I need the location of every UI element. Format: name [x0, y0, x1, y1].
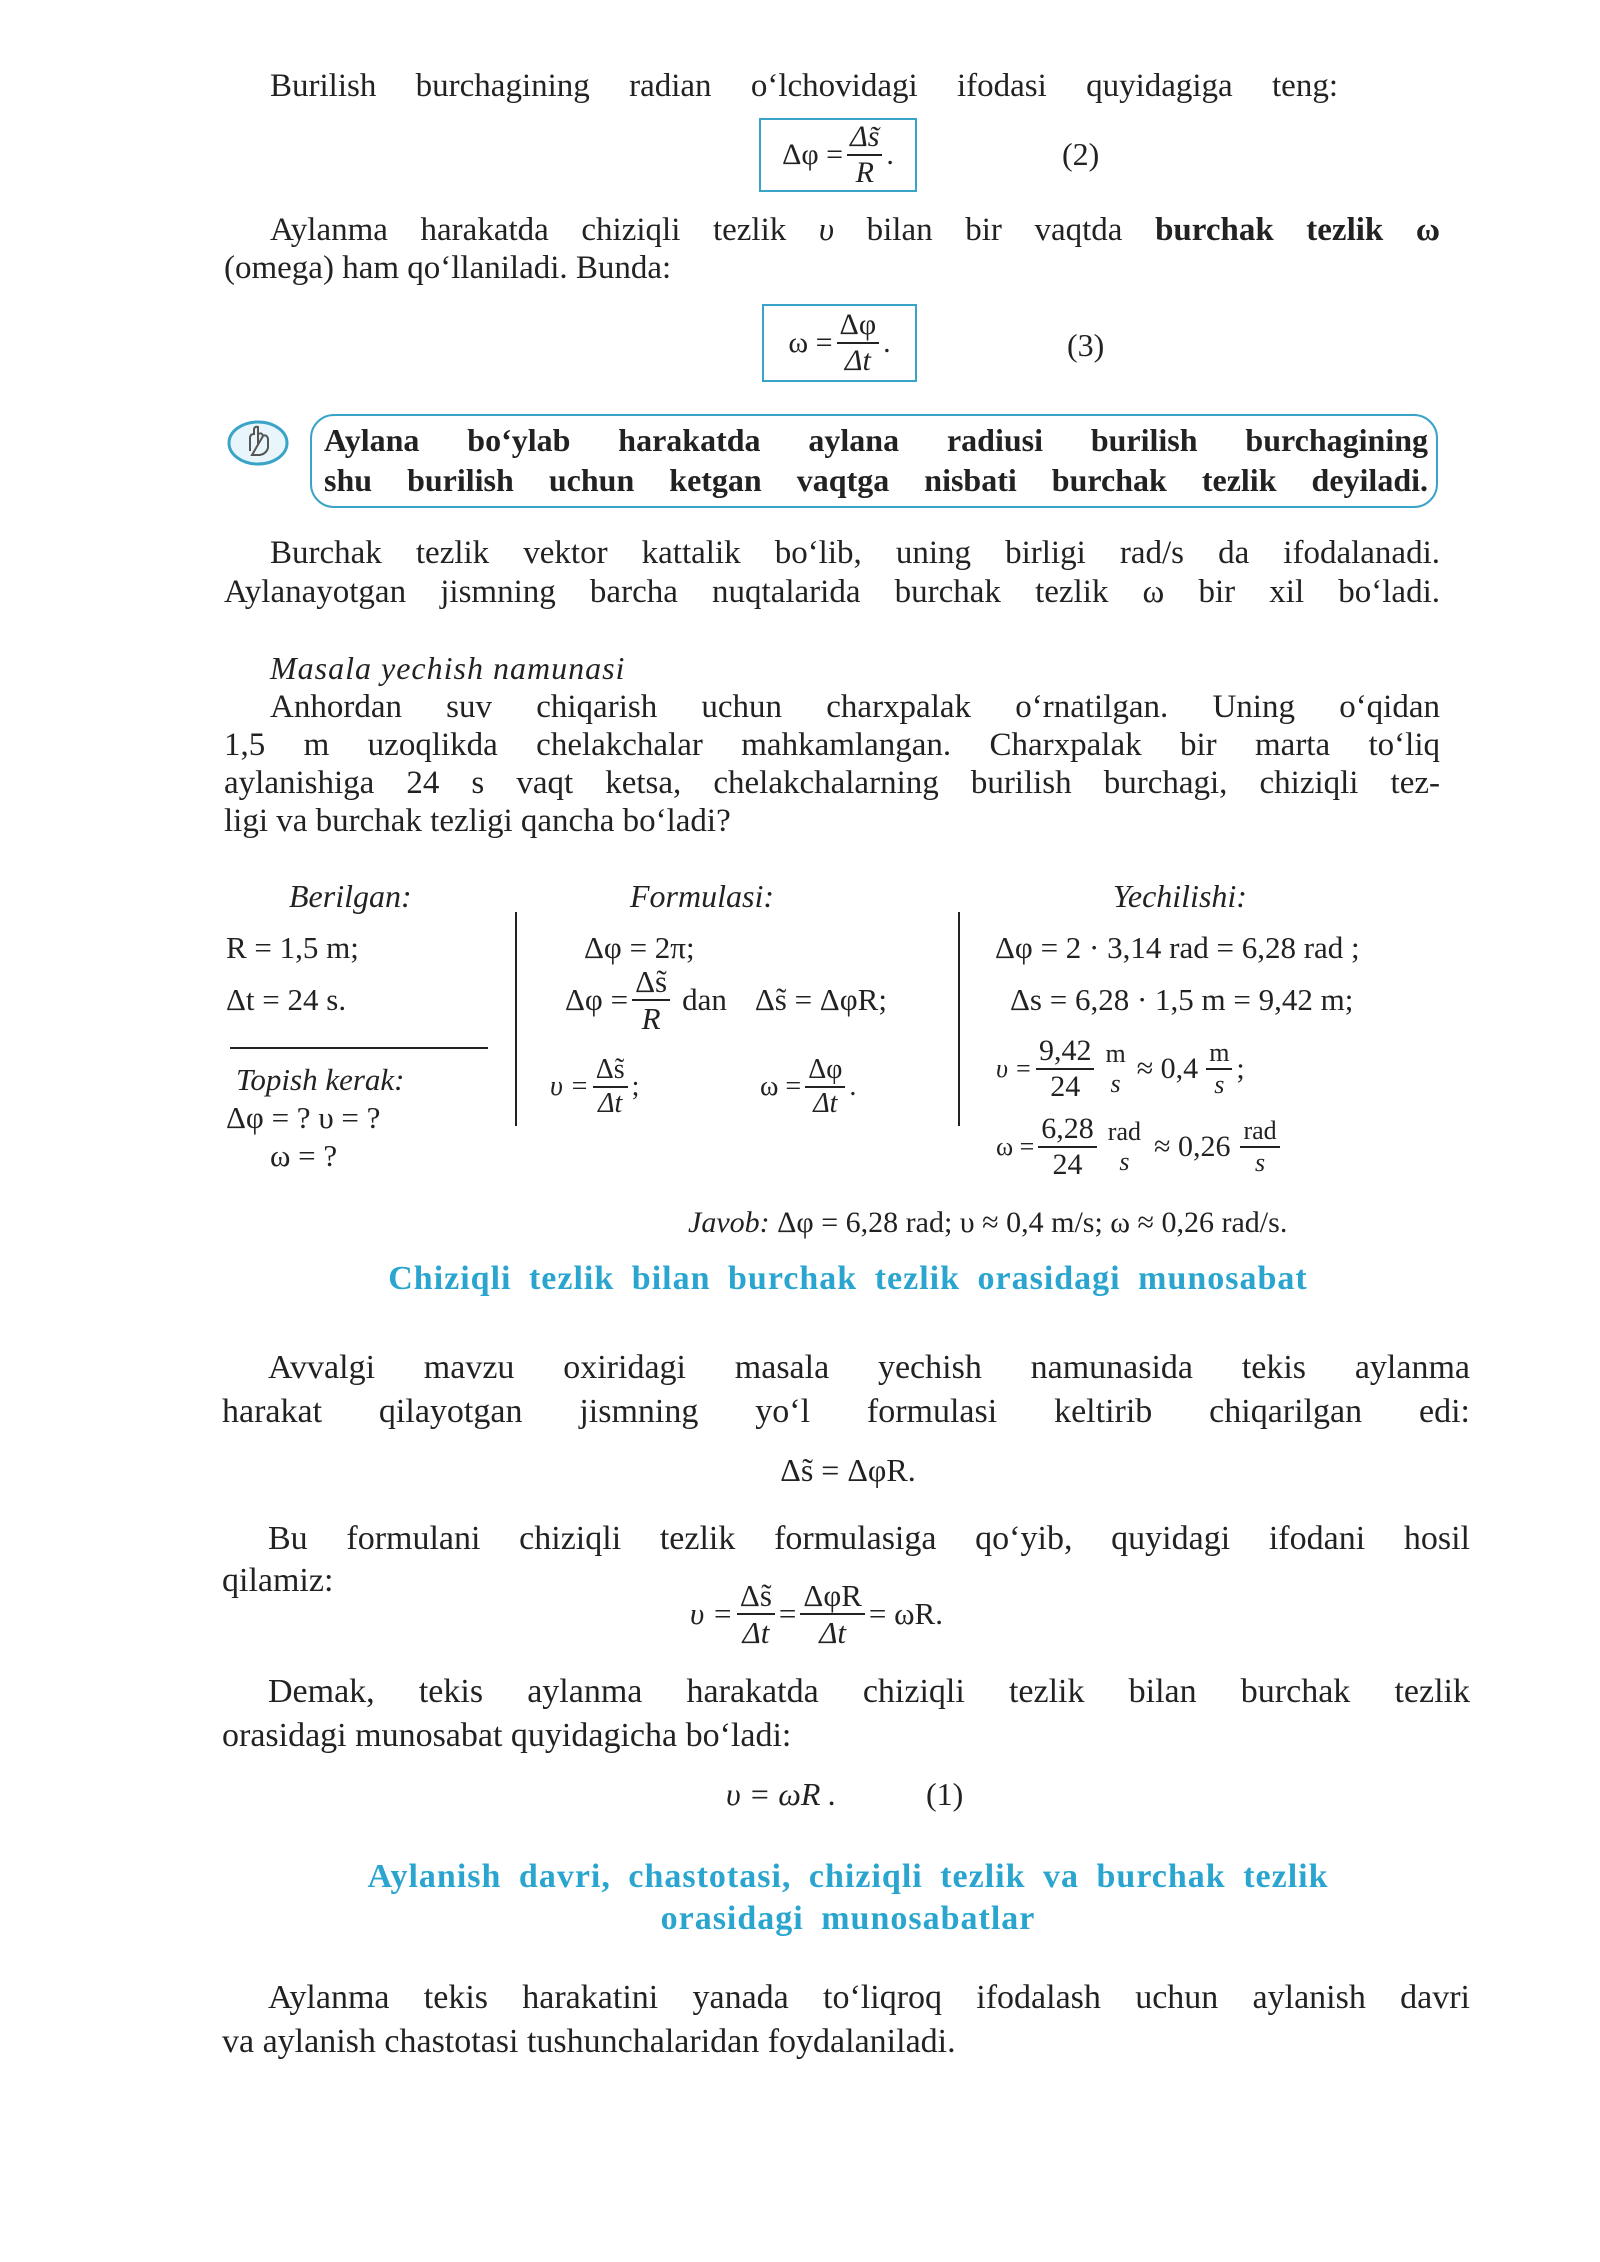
given-time: Δt = 24 s.: [226, 982, 347, 1017]
p2-text-b: bilan bir vaqtda: [866, 212, 1123, 248]
s3-fraction: [1036, 1036, 1095, 1102]
solution-velocity: [996, 1036, 1245, 1102]
formula-angle-2pi: Δφ = 2π;: [584, 930, 695, 965]
eqv-eq: =: [778, 1596, 797, 1631]
paragraph-therefore: [222, 1670, 1470, 1758]
f3-num: Δs̃: [593, 1056, 628, 1088]
formula-velocity: [550, 1056, 639, 1118]
s4-lhs: ω =: [996, 1132, 1035, 1161]
column-divider-2: [958, 912, 960, 1126]
problem-line3: aylanishiga 24 s vaqt ketsa, chelakchalarning burilish burchagi, chiziqli tez-: [224, 765, 1440, 801]
formula-2-numerator: Δs̃: [847, 122, 882, 156]
answer-line: [688, 1206, 1287, 1240]
formula-2-box: [759, 118, 917, 192]
formula-1-number: (1): [926, 1776, 964, 1812]
formula-path: Δs̃ = ΔφR.: [780, 1452, 916, 1488]
f3-end: ;: [631, 1071, 640, 1102]
s3-lhs: υ =: [996, 1054, 1032, 1083]
find-header: Topish kerak:: [236, 1062, 405, 1097]
formula-2-lhs: Δφ =: [782, 138, 844, 171]
p3-line2: Aylanayotgan jismning barcha nuqtalarida burchak tezlik ω bir xil bo‘ladi.: [224, 574, 1440, 610]
formula-angle-ratio: [565, 966, 887, 1034]
f4-fraction: [805, 1056, 845, 1118]
solution-angle: Δφ = 2 · 3,14 rad = 6,28 rad ;: [995, 930, 1360, 965]
s4-rnum: rad: [1240, 1118, 1279, 1148]
paragraph-intro: [270, 66, 1338, 106]
paragraph-intro-text: Burilish burchagining radian o‘lchovidagi ifodasi quyidagiga teng:: [270, 68, 1338, 104]
example-title: Masala yechish namunasi: [270, 650, 626, 686]
formula-3-numerator: Δφ: [837, 310, 880, 344]
p4-line2: harakat qilayotgan jismning yo‘l formulasi keltirib chiqarilgan edi:: [222, 1393, 1470, 1430]
solution-header: Yechilishi:: [1113, 878, 1247, 914]
problem-text: [224, 688, 1440, 840]
s4-den: 24: [1052, 1148, 1083, 1181]
s3-den: 24: [1050, 1070, 1081, 1103]
f4-end: .: [849, 1071, 857, 1102]
f3-den: Δt: [598, 1088, 623, 1119]
eqv-rhs: = ωR.: [868, 1596, 943, 1631]
s3-result-unit: [1206, 1040, 1232, 1098]
f2-rhs: Δs̃ = ΔφR;: [754, 982, 887, 1017]
definition-text: [324, 420, 1428, 500]
f2-den: R: [641, 1001, 661, 1036]
solution-distance: Δs = 6,28 · 1,5 m = 9,42 m;: [1010, 982, 1354, 1017]
problem-line4: ligi va burchak tezligi qancha bo‘ladi?: [224, 803, 731, 839]
s4-uden: s: [1119, 1147, 1130, 1176]
given-radius: [226, 930, 359, 966]
paragraph-period-frequency: [222, 1976, 1470, 2064]
formula-3-lhs: ω =: [788, 326, 833, 359]
p7-line1: Aylanma tekis harakatini yanada to‘liqroq ifodalash uchun aylanish davri: [268, 1979, 1470, 2016]
f3-fraction: [593, 1056, 628, 1118]
f2-num: Δs̃: [632, 966, 670, 1001]
paragraph-previous-topic: [222, 1346, 1470, 1434]
column-divider-1: [515, 912, 517, 1126]
definition-line2: shu burilish uchun ketgan vaqtga nisbati burchak tezlik deyiladi.: [324, 462, 1428, 498]
find-line1: Δφ = ? υ = ?: [226, 1100, 381, 1135]
f3-lhs: υ =: [550, 1071, 589, 1102]
s3-uden: s: [1110, 1069, 1121, 1098]
eqv-n1: Δs̃: [737, 1580, 775, 1615]
heading2-line2: orasidagi munosabatlar: [660, 1900, 1036, 1937]
s4-rden: s: [1254, 1148, 1266, 1177]
angular-velocity-term: burchak tezlik ω: [1155, 212, 1440, 248]
p7-line2: va aylanish chastotasi tushunchalaridan foydalaniladi.: [222, 2023, 956, 2060]
formula-2-denominator: R: [855, 156, 874, 189]
given-header: Berilgan:: [289, 878, 412, 914]
p2-line2: (omega) ham qo‘llaniladi. Bunda:: [224, 250, 672, 286]
s3-num: 9,42: [1036, 1036, 1095, 1070]
eqv-n2: ΔφR: [800, 1580, 865, 1615]
s4-unum: rad: [1107, 1117, 1141, 1146]
formula-2-number: (2): [1062, 136, 1100, 172]
definition-line1: Aylana bo‘ylab harakatda aylana radiusi burilish burchagining: [324, 422, 1428, 458]
s3-mid: ≈ 0,4: [1136, 1052, 1199, 1085]
formula-header: Formulasi:: [630, 878, 774, 914]
formula-velocity-omega-r: [690, 1580, 943, 1648]
pointing-hand-icon: [226, 418, 290, 468]
s4-result-unit: [1240, 1118, 1279, 1176]
solution-omega: [996, 1114, 1284, 1180]
s3-unit: [1102, 1041, 1128, 1097]
p5-line1: Bu formulani chiziqli tezlik formulasiga qo‘yib, quyidagi ifodani hosil: [268, 1520, 1470, 1557]
p4-line1: Avvalgi mavzu oxiridagi masala yechish namunasida tekis aylanma: [268, 1349, 1470, 1386]
eqv-frac1: [737, 1580, 775, 1648]
answer-label: Javob:: [688, 1206, 770, 1239]
f2-lhs: Δφ =: [565, 982, 629, 1017]
eqv-d2: Δt: [819, 1615, 847, 1650]
p6-line2: orasidagi munosabat quyidagicha bo‘ladi:: [222, 1717, 792, 1754]
given-radius-text: R = 1,5 m;: [226, 930, 359, 965]
s3-rnum: m: [1206, 1040, 1232, 1070]
problem-line2: 1,5 m uzoqlikda chelakchalar mahkamlangan. Charxpalak bir marta to‘liq: [224, 727, 1440, 763]
eqv-frac2: [800, 1580, 865, 1648]
f2-mid: dan: [682, 982, 727, 1017]
s3-rden: s: [1214, 1070, 1225, 1099]
p6-line1: Demak, tekis aylanma harakatda chiziqli tezlik bilan burchak tezlik: [268, 1673, 1470, 1710]
find-line2: ω = ?: [270, 1138, 338, 1173]
f4-lhs: ω =: [760, 1071, 802, 1102]
formula-3-denominator: Δt: [844, 344, 871, 377]
formula-3-number: (3): [1067, 327, 1105, 363]
heading2-line1: Aylanish davri, chastotasi, chiziqli tezlik va burchak tezlik: [367, 1858, 1329, 1895]
formula-1: υ = ωR .: [726, 1776, 837, 1812]
s3-unum: m: [1105, 1039, 1126, 1068]
eqv-lhs: υ =: [690, 1596, 733, 1631]
formula-3-dot: .: [883, 326, 891, 359]
s4-num: 6,28: [1038, 1114, 1097, 1148]
section-heading-1: Chiziqli tezlik bilan burchak tezlik orasidagi munosabat: [388, 1260, 1308, 1297]
velocity-symbol: υ: [818, 212, 835, 248]
formula-2-fraction: [847, 122, 882, 188]
formula-omega: [760, 1056, 856, 1118]
eqv-d1: Δt: [742, 1615, 770, 1650]
f4-num: Δφ: [805, 1056, 845, 1088]
formula-3-fraction: [837, 310, 880, 376]
formula-2-dot: .: [886, 138, 894, 171]
p2-text-a: Aylanma harakatda chiziqli tezlik: [270, 212, 787, 248]
answer-text: Δφ = 6,28 rad; υ ≈ 0,4 m/s; ω ≈ 0,26 rad/s.: [777, 1206, 1288, 1239]
p5-line2: qilamiz:: [222, 1562, 334, 1599]
s4-fraction: [1038, 1114, 1097, 1180]
paragraph-angular-velocity: [224, 211, 1440, 287]
formula-3-box: [762, 304, 917, 382]
s4-mid: ≈ 0,26: [1153, 1130, 1231, 1163]
paragraph-vector: [224, 534, 1440, 612]
f4-den: Δt: [813, 1088, 838, 1119]
problem-line1: Anhordan suv chiqarish uchun charxpalak o‘rnatilgan. Uning o‘qidan: [270, 689, 1440, 725]
f2-fraction: [632, 966, 670, 1034]
given-find-divider: [230, 1047, 488, 1049]
s4-unit: [1105, 1119, 1144, 1175]
section-heading-2: [224, 1856, 1472, 1940]
s3-end: ;: [1236, 1052, 1245, 1085]
p3-line1: Burchak tezlik vektor kattalik bo‘lib, uning birligi rad/s da ifodalanadi.: [270, 535, 1440, 571]
